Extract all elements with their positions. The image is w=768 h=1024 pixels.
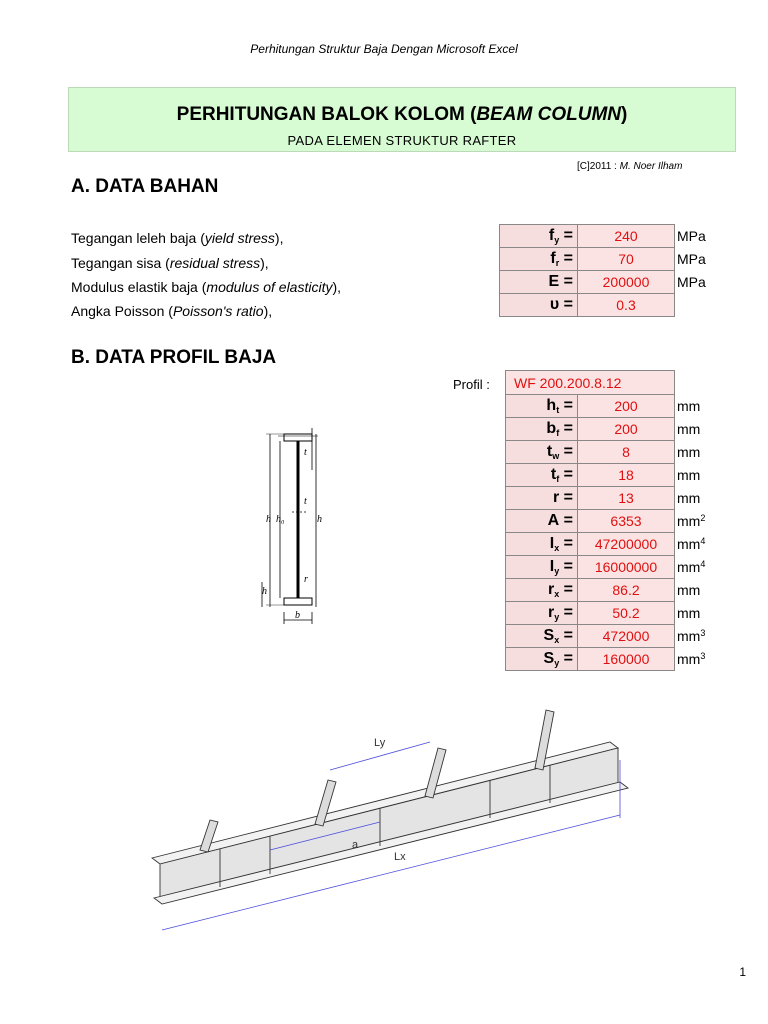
- profile-select[interactable]: WF 200.200.8.12: [506, 371, 675, 395]
- table-row: [506, 556, 735, 579]
- table-row: [506, 395, 735, 418]
- table-row: [500, 225, 707, 248]
- symbol-cell: $b_f$ =: [506, 418, 578, 441]
- symbol-cell: $t_w$ =: [506, 441, 578, 464]
- table-row: [500, 248, 707, 271]
- table-row: [506, 602, 735, 625]
- value-cell[interactable]: 16000000: [578, 556, 675, 579]
- unit-cell: mm: [677, 605, 701, 621]
- symbol-cell: $r_x$ =: [506, 579, 578, 602]
- profile-label-h-right: h: [317, 514, 322, 525]
- profile-label-h0: h₀: [276, 514, 285, 525]
- unit-cell: mm: [677, 421, 701, 437]
- profil-label: Profil :: [453, 377, 490, 392]
- copyright-note: [C]2011 : M. Noer Ilham: [577, 161, 683, 172]
- desc-modulus-elasticity: Modulus elastik baja (modulus of elasticity),: [71, 279, 342, 295]
- table-row: [506, 533, 735, 556]
- symbol-cell: $I_y$ =: [506, 556, 578, 579]
- rafter-diagram: [140, 700, 660, 940]
- table-row: [506, 464, 735, 487]
- desc-poisson-ratio: Angka Poisson (Poisson's ratio),: [71, 303, 273, 319]
- rafter-label-a: a: [352, 839, 359, 851]
- unit-cell: mm: [677, 444, 701, 460]
- table-row: [506, 371, 735, 395]
- table-row: [506, 418, 735, 441]
- symbol-cell: E =: [500, 271, 578, 294]
- value-cell[interactable]: 200: [578, 418, 675, 441]
- unit-cell: [675, 294, 707, 317]
- symbol-cell: $t_f$ =: [506, 464, 578, 487]
- value-cell-fr[interactable]: 70: [578, 248, 675, 271]
- value-cell[interactable]: 47200000: [578, 533, 675, 556]
- unit-cell: $mm^3$: [677, 651, 706, 667]
- value-cell[interactable]: 6353: [578, 510, 675, 533]
- symbol-cell: $S_x$ =: [506, 625, 578, 648]
- table-row: [506, 648, 735, 671]
- page-number: 1: [739, 965, 746, 979]
- value-cell[interactable]: 472000: [578, 625, 675, 648]
- value-cell[interactable]: 18: [578, 464, 675, 487]
- table-row: [506, 625, 735, 648]
- unit-cell: $mm^4$: [677, 536, 706, 552]
- value-cell[interactable]: 50.2: [578, 602, 675, 625]
- running-header: Perhitungan Struktur Baja Dengan Microsoft Excel: [250, 42, 518, 56]
- value-cell-fy[interactable]: 240: [578, 225, 675, 248]
- symbol-cell: $I_x$ =: [506, 533, 578, 556]
- value-cell-e[interactable]: 200000: [578, 271, 675, 294]
- unit-cell: MPa: [677, 274, 706, 290]
- page-title: PERHITUNGAN BALOK KOLOM (BEAM COLUMN): [176, 104, 628, 125]
- desc-residual-stress: Tegangan sisa (residual stress),: [71, 255, 269, 271]
- profile-label-tf: t: [304, 447, 307, 458]
- symbol-cell: $S_y$ =: [506, 648, 578, 671]
- material-data-table: [499, 224, 707, 317]
- symbol-cell: υ =: [500, 294, 578, 317]
- symbol-cell: r =: [506, 487, 578, 510]
- value-cell[interactable]: 200: [578, 395, 675, 418]
- table-row: [506, 487, 735, 510]
- rafter-label-ly: Ly: [374, 737, 386, 749]
- unit-cell: MPa: [677, 228, 706, 244]
- unit-cell: MPa: [677, 251, 706, 267]
- symbol-cell: $f_y$ =: [500, 225, 578, 248]
- symbol-cell: $h_t$ =: [506, 395, 578, 418]
- value-cell-nu[interactable]: 0.3: [578, 294, 675, 317]
- profile-label-h-lower: h: [262, 586, 267, 597]
- unit-cell: [675, 371, 735, 395]
- unit-cell: mm: [677, 490, 701, 506]
- unit-cell: $mm^4$: [677, 559, 706, 575]
- profile-label-b: b: [295, 610, 300, 621]
- profile-label-r: r: [304, 574, 308, 585]
- wf-profile-diagram: [258, 412, 330, 632]
- symbol-cell: A =: [506, 510, 578, 533]
- section-b-heading: B. DATA PROFIL BAJA: [71, 347, 277, 368]
- table-row: [500, 294, 707, 317]
- value-cell[interactable]: 160000: [578, 648, 675, 671]
- table-row: [506, 510, 735, 533]
- value-cell[interactable]: 86.2: [578, 579, 675, 602]
- table-row: [500, 271, 707, 294]
- profile-label-tw: t: [304, 496, 307, 507]
- unit-cell: mm: [677, 467, 701, 483]
- section-a-heading: A. DATA BAHAN: [71, 176, 219, 197]
- profile-label-h: h: [266, 514, 271, 525]
- value-cell[interactable]: 13: [578, 487, 675, 510]
- value-cell[interactable]: 8: [578, 441, 675, 464]
- table-row: [506, 579, 735, 602]
- symbol-cell: $r_y$ =: [506, 602, 578, 625]
- profile-data-table: [505, 370, 735, 671]
- unit-cell: mm: [677, 398, 701, 414]
- unit-cell: $mm^2$: [677, 513, 706, 529]
- unit-cell: mm: [677, 582, 701, 598]
- page-subtitle: PADA ELEMEN STRUKTUR RAFTER: [287, 133, 517, 148]
- table-row: [506, 441, 735, 464]
- desc-yield-stress: Tegangan leleh baja (yield stress),: [71, 230, 284, 246]
- unit-cell: $mm^3$: [677, 628, 706, 644]
- rafter-label-lx: Lx: [394, 851, 406, 863]
- symbol-cell: $f_r$ =: [500, 248, 578, 271]
- title-box: [68, 87, 736, 152]
